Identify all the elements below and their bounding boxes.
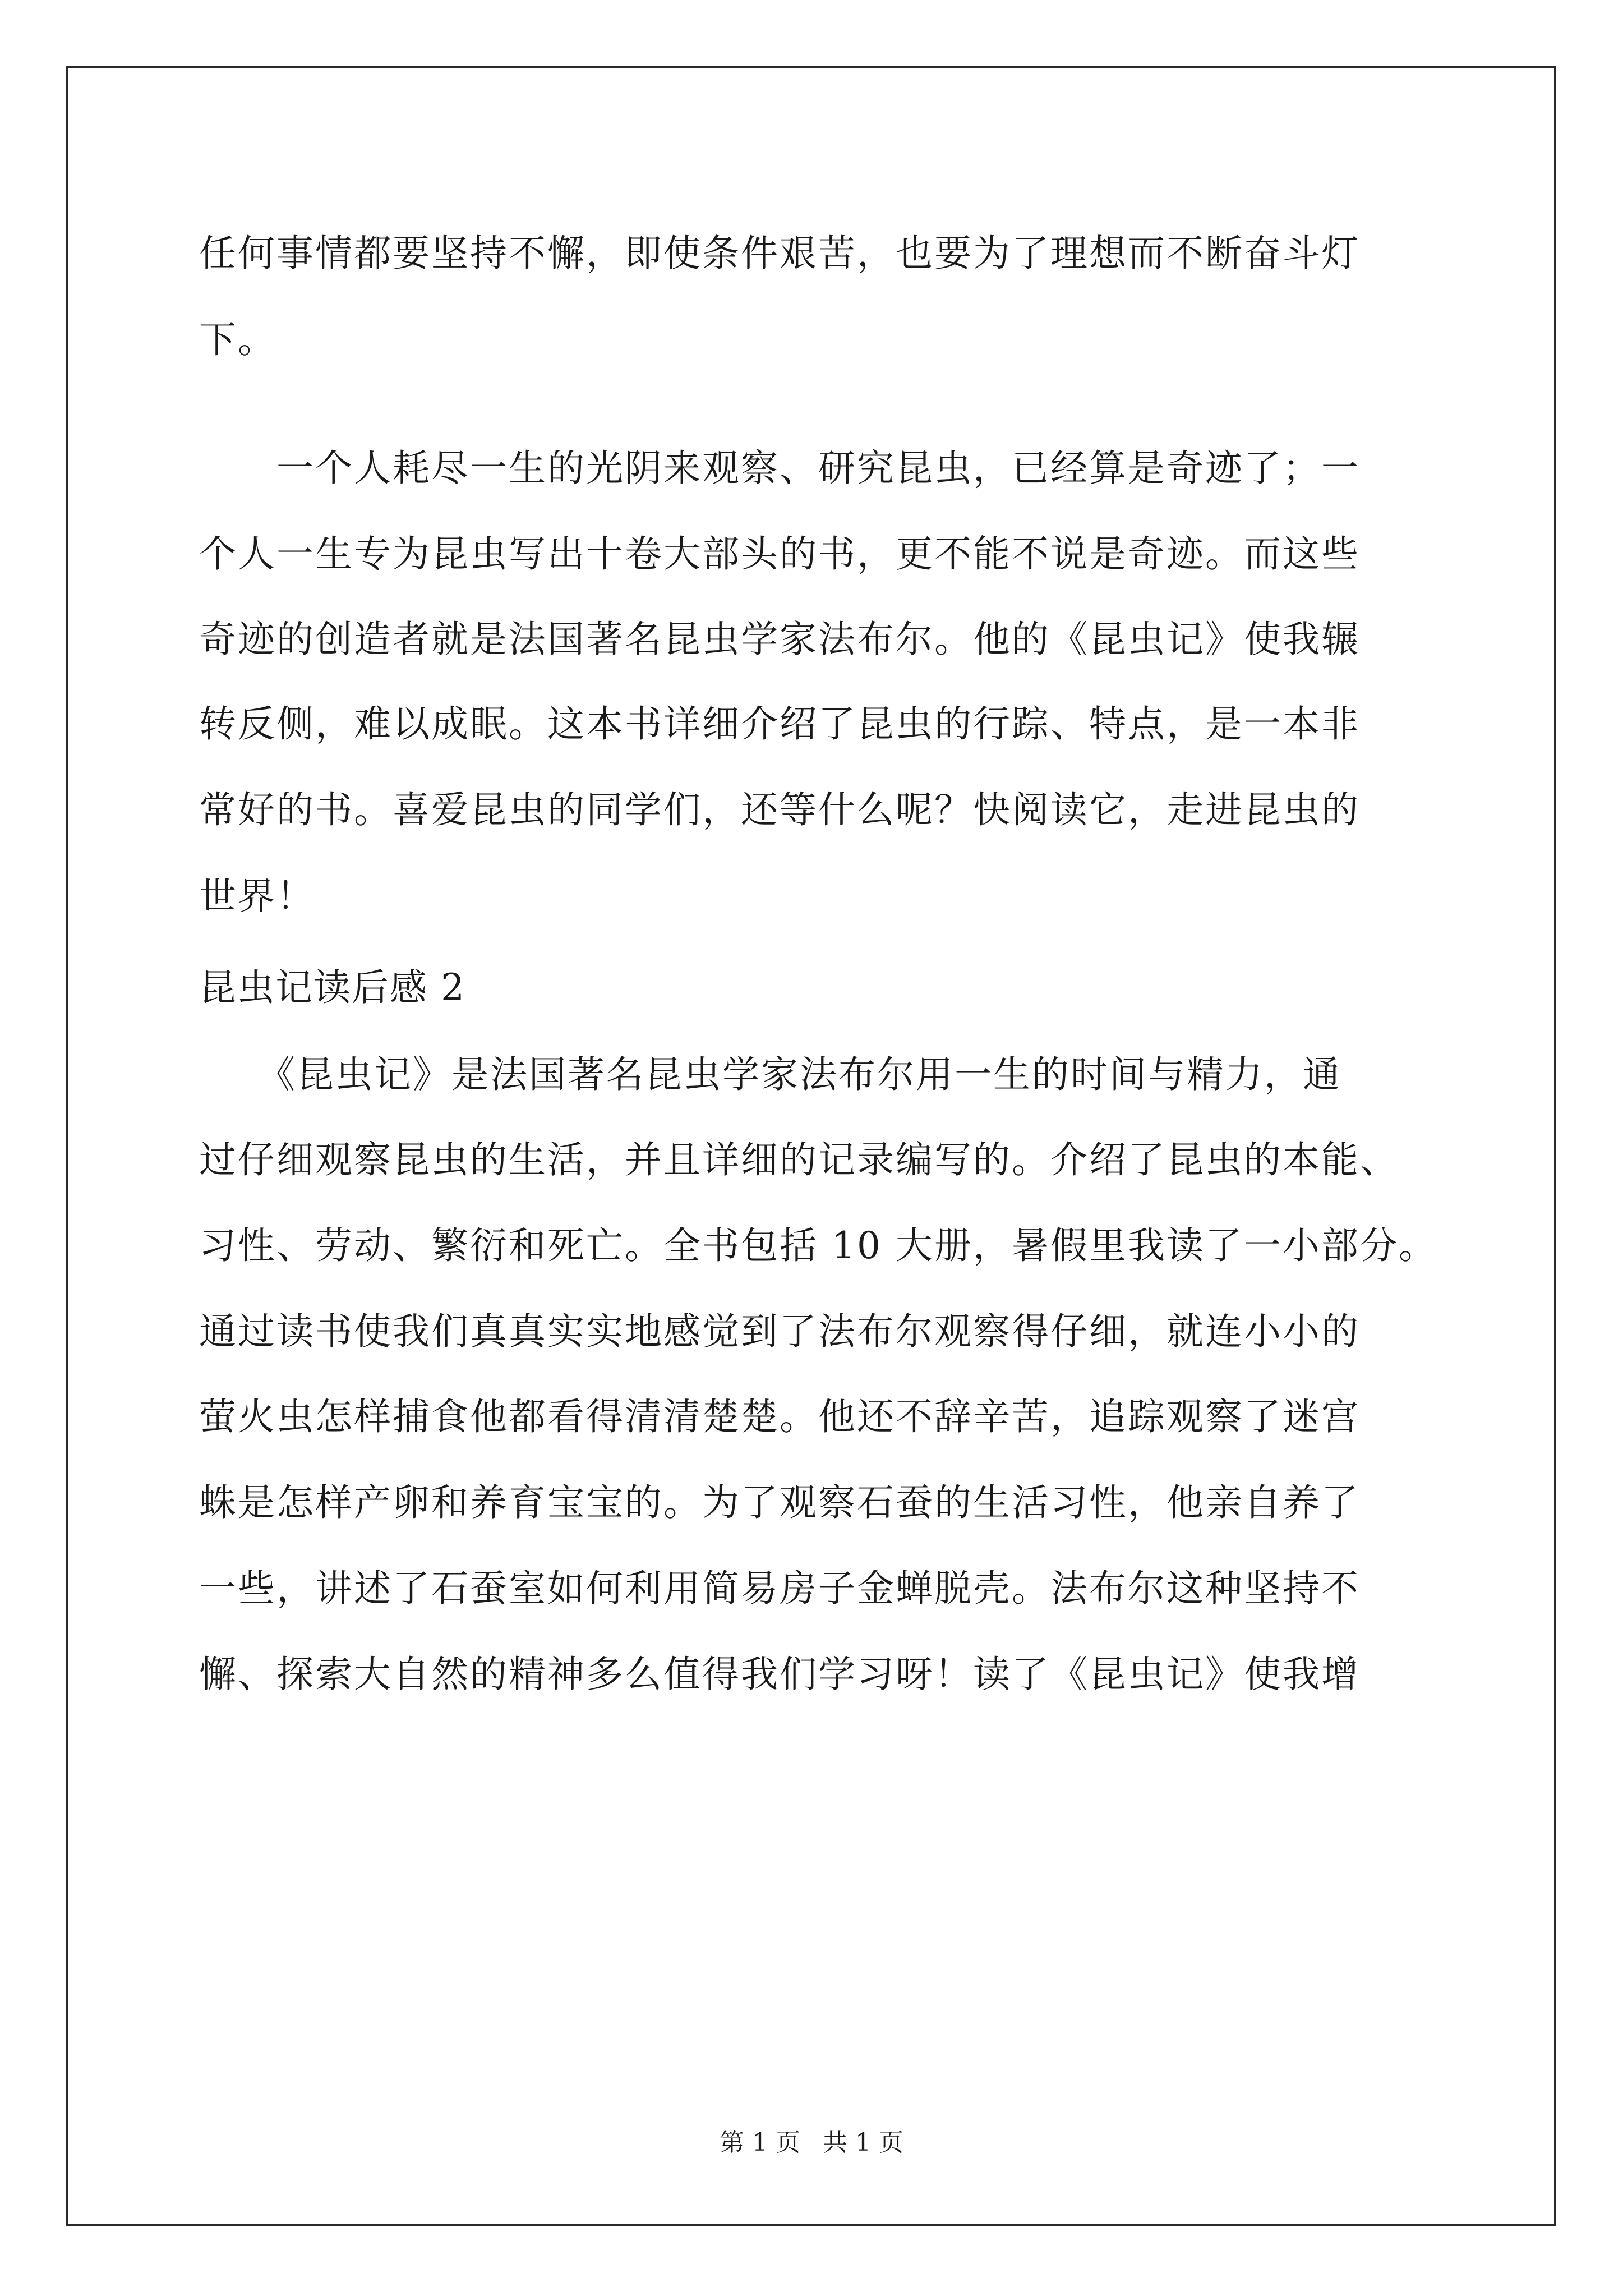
text-line: 常好的书。喜爱昆虫的同学们，还等什么呢？快阅读它，走进昆虫的 — [199, 788, 1360, 831]
text-line: 任何事情都要坚持不懈，即使条件艰苦，也要为了理想而不断奋斗灯 — [199, 232, 1360, 275]
text-line: 懈、探索大自然的精神多么值得我们学习呀！读了《昆虫记》使我增 — [199, 1653, 1360, 1696]
text-line: 萤火虫怎样捕食他都看得清清楚楚。他还不辞辛苦，追踪观察了迷宫 — [199, 1395, 1360, 1438]
text-line: 转反侧，难以成眠。这本书详细介绍了昆虫的行踪、特点，是一本非 — [199, 702, 1360, 746]
page-total: 共 1 页 — [823, 2128, 903, 2157]
text-line: 蛛是怎样产卵和养育宝宝的。为了观察石蚕的生活习性，他亲自养了 — [199, 1481, 1360, 1524]
text-line: 个人一生专为昆虫写出十卷大部头的书，更不能不说是奇迹。而这些 — [199, 532, 1360, 576]
text-line: 《昆虫记》是法国著名昆虫学家法布尔用一生的时间与精力，通 — [199, 1053, 1341, 1096]
text-line: 世界！ — [199, 875, 315, 918]
text-line: 一个人耗尽一生的光阴来观察、研究昆虫，已经算是奇迹了；一 — [199, 447, 1360, 490]
section-heading: 昆虫记读后感 2 — [199, 966, 465, 1009]
text-line: 下。 — [199, 318, 276, 361]
text-line: 一些，讲述了石蚕室如何利用简易房子金蝉脱壳。法布尔这种坚持不 — [199, 1567, 1360, 1610]
text-line: 奇迹的创造者就是法国著名昆虫学家法布尔。他的《昆虫记》使我辗 — [199, 618, 1360, 661]
page-number: 第 1 页 — [720, 2128, 800, 2157]
text-line: 通过读书使我们真真实实地感觉到了法布尔观察得仔细，就连小小的 — [199, 1310, 1360, 1353]
text-line: 过仔细观察昆虫的生活，并且详细的记录编写的。介绍了昆虫的本能、 — [199, 1138, 1399, 1181]
text-line: 习性、劳动、繁衍和死亡。全书包括 10 大册，暑假里我读了一小部分。 — [199, 1224, 1437, 1267]
page-footer — [0, 2128, 1623, 2158]
